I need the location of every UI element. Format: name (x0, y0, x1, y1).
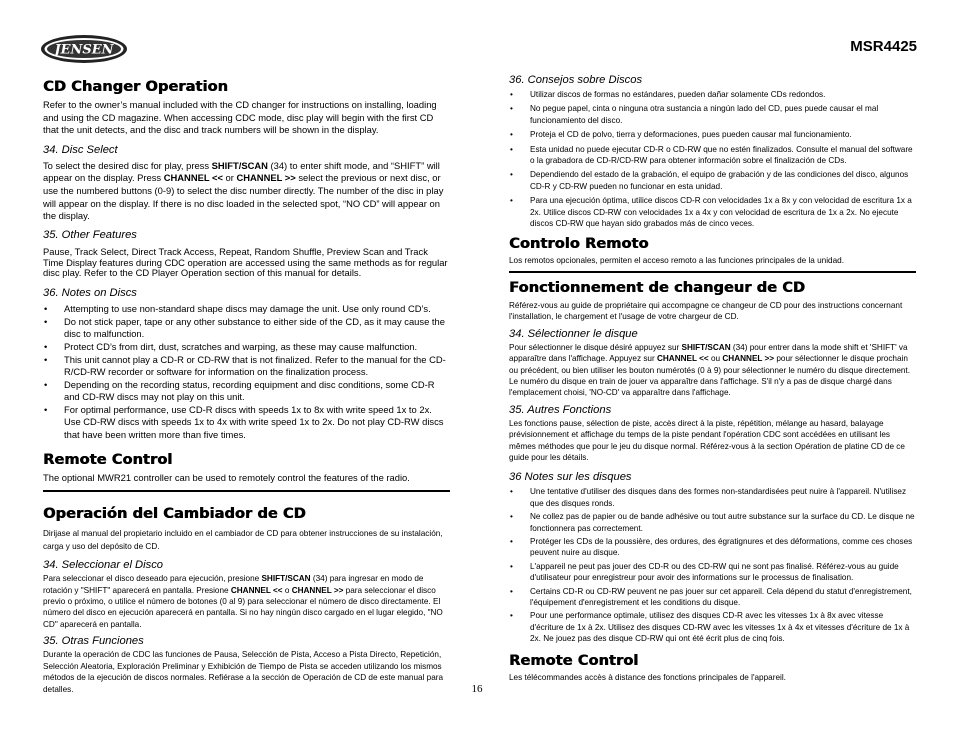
list-item: • This unit cannot play a CD-R or CD-RW that is not finalized. Refer to the manual for the CD-R/CD-RW recorder or software for information on the finalization process. (44, 353, 446, 378)
intro-text: Refer to the owner’s manual included with the CD changer for instructions on installing, loading and using the CD magazine. When accessing CDC mode, disc play will begin with the first CD that the unit detects, and the disc and track numbers will be shown in the display. (43, 99, 437, 136)
list-item: • Certains CD-R ou CD-RW peuvent ne pas jouer sur cet appareil. Cela dépend du statut d'enregistrement, l'équipement d'enregistrement et les conditions du disque. (510, 586, 912, 607)
right-column (509, 74, 916, 683)
list-item: • Protect CD’s from dirt, dust, scratches and warping, as these may cause malfunction. (44, 340, 418, 352)
list-item: • Dependiendo del estado de la grabación, el equipo de grabación y de las condiciones del disco, algunos CD-R y CD-RW pueden no funcionar en esta unidad. (510, 170, 909, 191)
remote-control-title: Controlo Remoto (509, 236, 649, 253)
list-item: • Une tentative d'utiliser des disques dans des formes non-standardisées peut nuire à l'appareil. N'utilisez que des disques ronds. (510, 487, 907, 508)
cd-changer-section (43, 79, 450, 484)
select-text: Pour sélectionner le disque désiré appuyez sur SHIFT/SCAN (34) pour entrer dans la mode shift et 'SHIFT' va apparaître dans l'affichage. Appuyez sur CHANNEL << ou CHANNEL >> pour sélectionner le disque prochain ou précédent, ou bien utiliser les bouton numérotés (0 à 9) pour sélectionner le numéro du disque directement. Le numéro du disque en train de jouer va apparaître dans l'affichage. S'il n'y a pas de disque chargé dans l'emplacement choisi, 'NO-CD' va apparaître dans l'affichage. (509, 342, 910, 398)
left-column (43, 74, 450, 695)
other-text: Les fonctions pause, sélection de piste, accès direct à la piste, répétition, mélange au hasard, balayage prévisionnement et affichage du temps de la piste pendant l'opération CDC sont accédées en utilisant les mêmes méthodes que pour le jeu du disque normal. Référez-vous à la section Opération de platine CD de ce guide pour les détails. (509, 418, 905, 462)
list-item: • Attempting to use non-standard shape discs may damage the unit. Use only round CD’s. (44, 303, 431, 315)
notes-list (509, 89, 916, 229)
disc-select-text: To select the desired disc for play, press SHIFT/SCAN (34) to enter shift mode, and “SHIFT” will appear on the display. Press CHANNEL << or CHANNEL >> select the previous or next disc, or use the numbered buttons (0-9) to select the disc number directly. The number of the disc in play will appear on the display. If there is no disc loaded in the selected spot, “NO CD” will appear on the display. (43, 159, 444, 222)
es-notes-section (509, 74, 916, 267)
section-divider (43, 490, 450, 492)
section-title: Operación del Cambiador de CD (43, 506, 306, 523)
select-heading: 34. Sélectionner le disque (509, 327, 638, 340)
section-divider (509, 271, 916, 273)
section-title: Fonctionnement de changeur de CD (509, 279, 805, 296)
list-item: • Proteja el CD de polvo, tierra y deformaciones, pues pueden causar mal funcionamiento. (510, 130, 852, 140)
other-features-text: Pause, Track Select, Direct Track Access, Repeat, Random Shuffle, Preview Scan and Track Time Display features during CDC operation are accessed using the same methods as for regular disc play. Refer to the CD Player Operation section of this manual for details. (43, 245, 448, 279)
intro-text: Dirijase al manual del propietario incluido en el cambiador de CD para obtener instrucciones de su instalación, carga y uso del depósito de CD. (43, 529, 443, 552)
notes-heading: 36. Notes on Discs (43, 287, 137, 300)
remote-control-title: Remote Control (43, 451, 173, 468)
select-text: Para seleccionar el disco deseado para ejecución, presione SHIFT/SCAN (34) para ingresar en modo de rotación y "SHIFT" aparecerá en pantalla. Presione CHANNEL << o CHANNEL >> para seleccionar el disco previo o próximo, o utilice el número de botones (0 al 9) para seleccionar el número de disco directamente. El número del disco en ejecución aparecerá en pantalla. Si no hay ningún disco cargado en el lugar elegido, "NO CD" aparecerá en pantalla. (43, 574, 443, 629)
intro-text: Référez-vous au guide de propriétaire qui accompagne ce changeur de CD pour des instructions concernant l'installation, le chargement et l'usage de votre chargeur de CD. (509, 300, 903, 322)
model-number: MSR4425 (850, 38, 917, 55)
other-features-heading: 35. Other Features (43, 228, 137, 241)
list-item: • Do not stick paper, tape or any other substance to either side of the CD, as it may cause the disc to malfunction. (44, 315, 445, 340)
list-item: • For optimal performance, use CD-R discs with speeds 1x to 8x with write speed 1x to 2x. Use CD-RW discs with speeds 1x to 4x with write speed 1x to 2x. Do not play CD-RW discs that have been written more than five times. (44, 403, 444, 441)
brand-text: JENSEN (54, 42, 114, 58)
other-heading: 35. Otras Funciones (43, 635, 144, 648)
notes-heading: 36. Consejos sobre Discos (509, 74, 643, 86)
remote-control-title: Remote Control (509, 652, 639, 669)
list-item: • Pour une performance optimale, utilisez des disques CD-R avec les vitesses 1x à 8x avec vitesse d'écriture de 1x à 2x. Utilisez des disques CD-RW avec les vitesses 1x à 4x et vitesses d'écriture de 1x à 2x. Ne jouez pas des disque CD-RW qui ont été écrit plus de cinq fois. (510, 611, 910, 644)
disc-select-heading: 34. Disc Select (43, 143, 118, 156)
other-text: Durante la operación de CDC las funciones de Pausa, Selección de Pista, Acceso a Pista Directo, Repetición, Selección Aleatoria, Exploración Preliminar y Exhibición de Tiempo de Pista se acceden utilizando los mismos métodos de la ejecución de discos normales. Refiérase a la sección de Operación de CD de este manual para detalles. (43, 650, 444, 694)
notes-heading: 36 Notes sur les disques (509, 471, 632, 484)
select-heading: 34. Seleccionar el Disco (43, 559, 164, 572)
notes-list (43, 303, 450, 442)
jensen-logo (40, 34, 128, 64)
other-heading: 35. Autres Fonctions (509, 403, 612, 416)
remote-control-text: The optional MWR21 controller can be used to remotely control the features of the radio. (43, 471, 410, 483)
list-item: • L'appareil ne peut pas jouer des CD-R ou des CD-RW qui ne sont pas finalisé. Référez-vous au guide d'utilisateur pour enregistreur pour avoir des informations sur le processus de finalisation. (510, 561, 899, 583)
list-item: • No pegue papel, cinta o ninguna otra sustancia a ningún lado del CD, pues puede causar el mal funcionamiento del disco. (510, 104, 879, 125)
es-changer-section (43, 506, 450, 695)
list-item: • Para una ejecución óptima, utilice discos CD-R con velocidades 1x a 8x y con velocidad de escritura 1x a 2x. Utilice discos CD-RW con velocidades 1x a 4x y con velocidad de escritura de 1x a 2x. No ejecute discos CD-RW que hayan sido grabados más de cinco veces. (510, 196, 912, 229)
list-item: • Depending on the recording status, recording equipment and disc conditions, some CD-R and CD-RW discs may not play on this unit. (44, 378, 435, 403)
fr-changer-section (509, 280, 916, 683)
page-number: 16 (471, 683, 483, 695)
list-item: • Esta unidad no puede ejecutar CD-R o CD-RW que no estén finalizados. Consulte el manual del software o la grabadora de CD-R/CD-RW para obtener información sobre el finalización de CDs. (510, 144, 913, 166)
remote-control-text: Los remotos opcionales, permiten el acceso remoto a las funciones principales de la unidad. (509, 256, 844, 266)
list-item: • Utilizar discos de formas no estándares, pueden dañar solamente CDs redondos. (510, 90, 826, 99)
list-item: • Ne collez pas de papier ou de bande adhésive ou tout autre substance sur la surface du CD. Le disque ne fonctionnera pas correctement. (510, 512, 915, 533)
section-title: CD Changer Operation (43, 79, 228, 95)
list-item: • Protéger les CDs de la poussière, des ordures, des égratignures et des déformations, comme ces choses peuvent nuire au disque. (510, 536, 913, 558)
remote-control-text: Les télécommandes accès à distance des fonctions principales de l'appareil. (509, 672, 786, 682)
notes-list (509, 486, 916, 644)
